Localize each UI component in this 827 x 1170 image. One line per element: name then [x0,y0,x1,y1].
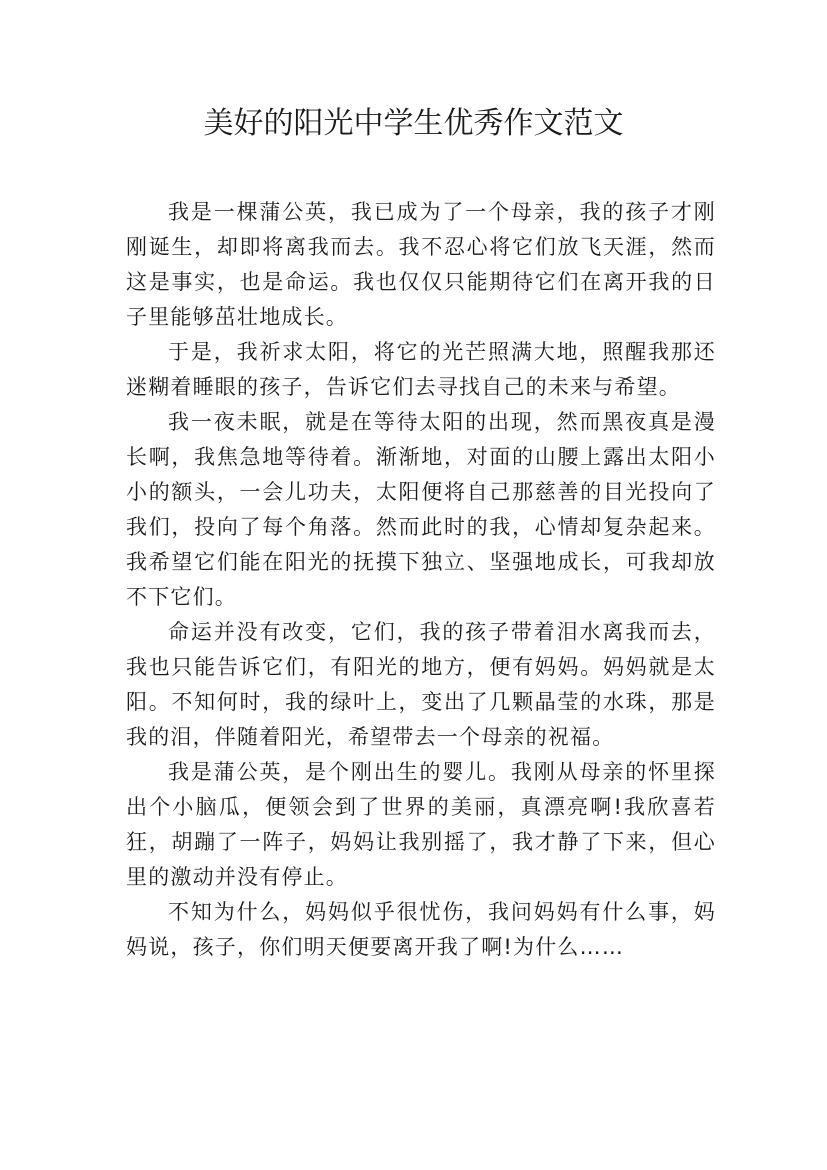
paragraph-1: 我是一棵蒲公英，我已成为了一个母亲，我的孩子才刚刚诞生，却即将离我而去。我不忍心将它们放飞天涯，然而这是事实，也是命运。我也仅仅只能期待它们在离开我的日子里能够茁壮地成长。 [126,200,716,329]
paragraph-3: 我一夜未眠，就是在等待太阳的出现，然而黑夜真是漫长啊，我焦急地等待着。渐渐地，对面的山腰上露出太阳小小的额头，一会儿功夫，太阳便将自己那慈善的目光投向了我们，投向了每个角落。然而此时的我，心情却复杂起来。我希望它们能在阳光的抚摸下独立、坚强地成长，可我却放不下它们。 [126,410,716,609]
paragraph-6: 不知为什么，妈妈似乎很忧伤，我问妈妈有什么事，妈妈说，孩子，你们明天便要离开我了啊!为什么…… [126,900,716,959]
document-title: 美好的阳光中学生优秀作文范文 [203,106,624,141]
document-body [126,195,716,965]
paragraph-5: 我是蒲公英，是个刚出生的婴儿。我刚从母亲的怀里探出个小脑瓜，便领会到了世界的美丽，真漂亮啊!我欣喜若狂，胡蹦了一阵子，妈妈让我别摇了，我才静了下来，但心里的激动并没有停止。 [126,760,716,889]
paragraph-4: 命运并没有改变，它们，我的孩子带着泪水离我而去，我也只能告诉它们，有阳光的地方，便有妈妈。妈妈就是太阳。不知何时，我的绿叶上，变出了几颗晶莹的水珠，那是我的泪，伴随着阳光，希望带去一个母亲的祝福。 [126,620,716,749]
paragraph-2: 于是，我祈求太阳，将它的光芒照满大地，照醒我那还迷糊着睡眼的孩子，告诉它们去寻找自己的未来与希望。 [126,340,716,399]
